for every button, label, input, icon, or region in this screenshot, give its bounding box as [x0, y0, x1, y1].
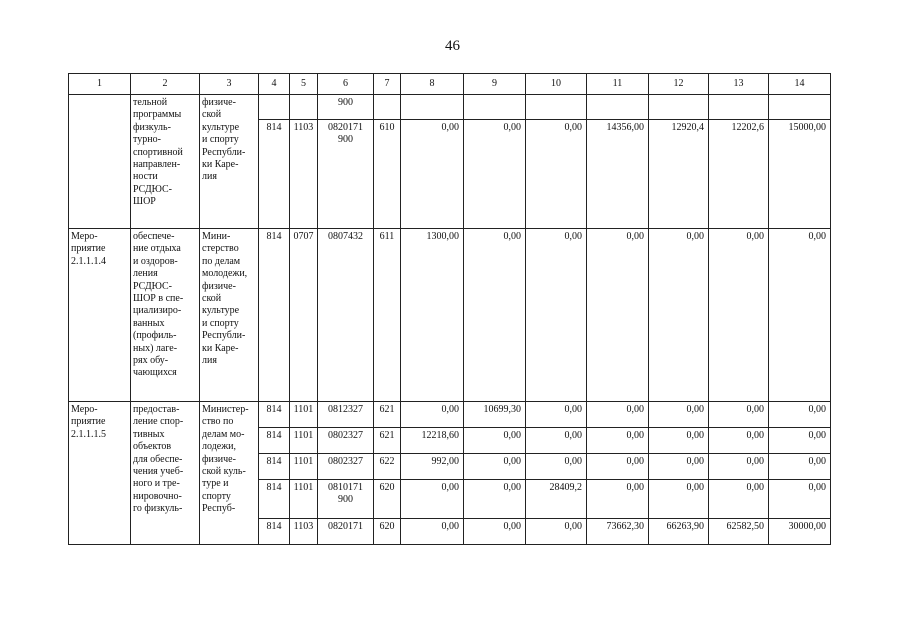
- table-cell: 1101: [290, 428, 318, 454]
- column-header: 12: [649, 74, 709, 95]
- table-cell: 0,00: [464, 480, 526, 519]
- table-cell: 0,00: [649, 428, 709, 454]
- table-cell: 992,00: [401, 454, 464, 480]
- table-cell: 0802327: [318, 454, 374, 480]
- table-cell: 610: [374, 120, 401, 229]
- table-cell: 814: [259, 480, 290, 519]
- table-cell: 0,00: [464, 454, 526, 480]
- table-cell: 0,00: [526, 402, 587, 428]
- table-cell: 30000,00: [769, 519, 831, 545]
- table-cell: 0,00: [709, 402, 769, 428]
- executor-cell: физиче- ской культуре и спорту Республи- ки Каре- лия: [200, 95, 259, 229]
- table-cell: 0,00: [464, 229, 526, 402]
- table-cell: 0802327: [318, 428, 374, 454]
- table-cell: 0,00: [587, 402, 649, 428]
- table-cell: 12920,4: [649, 120, 709, 229]
- column-header: 3: [200, 74, 259, 95]
- table-cell: [709, 95, 769, 120]
- table-cell: 0,00: [464, 428, 526, 454]
- table-cell: 0,00: [587, 229, 649, 402]
- table-cell: 0,00: [587, 428, 649, 454]
- table-cell: [649, 95, 709, 120]
- table-cell: 814: [259, 519, 290, 545]
- table-cell: 0812327: [318, 402, 374, 428]
- table-cell: 0,00: [769, 428, 831, 454]
- table-cell: [587, 95, 649, 120]
- table-cell: 900: [318, 95, 374, 120]
- column-header: 4: [259, 74, 290, 95]
- table-cell: 0,00: [587, 480, 649, 519]
- page-number: 46: [445, 38, 460, 54]
- table-cell: 0,00: [649, 229, 709, 402]
- status-cell: Меро- приятие 2.1.1.1.4: [69, 229, 131, 402]
- measure-name-cell: тельной программы физкуль- турно- спортивной направлен- ности РСДЮС- ШОР: [131, 95, 200, 229]
- table-cell: 0,00: [649, 402, 709, 428]
- table-cell: 0,00: [526, 229, 587, 402]
- table-cell: 0,00: [769, 454, 831, 480]
- table-cell: 0,00: [649, 480, 709, 519]
- column-header: 6: [318, 74, 374, 95]
- table-cell: 28409,2: [526, 480, 587, 519]
- table-cell: 622: [374, 454, 401, 480]
- table-cell: 0820171 900: [318, 120, 374, 229]
- table-cell: 73662,30: [587, 519, 649, 545]
- column-header: 14: [769, 74, 831, 95]
- table-cell: 12202,6: [709, 120, 769, 229]
- table-cell: [259, 95, 290, 120]
- table-cell: 0,00: [401, 480, 464, 519]
- table-cell: 621: [374, 428, 401, 454]
- table-row: [69, 402, 831, 428]
- table-cell: 1101: [290, 480, 318, 519]
- table-cell: 15000,00: [769, 120, 831, 229]
- table-cell: [290, 95, 318, 120]
- table-cell: 0810171 900: [318, 480, 374, 519]
- table-cell: 0,00: [401, 120, 464, 229]
- table-cell: 10699,30: [464, 402, 526, 428]
- column-header: 2: [131, 74, 200, 95]
- table-cell: 0,00: [526, 454, 587, 480]
- table-cell: 0807432: [318, 229, 374, 402]
- column-header: 5: [290, 74, 318, 95]
- table-cell: 0707: [290, 229, 318, 402]
- column-header: 11: [587, 74, 649, 95]
- table-cell: 0,00: [526, 519, 587, 545]
- table-cell: 0,00: [587, 454, 649, 480]
- table-row: [69, 95, 831, 120]
- status-cell: Меро- приятие 2.1.1.1.5: [69, 402, 131, 545]
- column-header: 1: [69, 74, 131, 95]
- table-cell: [769, 95, 831, 120]
- table-row: [69, 229, 831, 402]
- table-cell: 814: [259, 402, 290, 428]
- executor-cell: Министер- ство по делам мо- лодежи, физиче- ской куль- туре и спорту Респуб-: [200, 402, 259, 545]
- table-cell: 814: [259, 120, 290, 229]
- table-cell: 0,00: [709, 480, 769, 519]
- executor-cell: Мини- стерство по делам молодежи, физиче- ской культуре и спорту Республи- ки Каре- лия: [200, 229, 259, 402]
- table-cell: 0,00: [709, 229, 769, 402]
- table-cell: [401, 95, 464, 120]
- column-header: 7: [374, 74, 401, 95]
- column-header: 9: [464, 74, 526, 95]
- table-cell: 0,00: [401, 402, 464, 428]
- table-cell: 1103: [290, 519, 318, 545]
- table-cell: 62582,50: [709, 519, 769, 545]
- table-cell: [526, 95, 587, 120]
- measure-name-cell: предостав- ление спор- тивных объектов для обеспе- чения учеб- ного и тре- нировочно- го физкуль-: [131, 402, 200, 545]
- table-cell: 0820171: [318, 519, 374, 545]
- table-cell: 14356,00: [587, 120, 649, 229]
- table-cell: 0,00: [526, 120, 587, 229]
- table-cell: 0,00: [769, 480, 831, 519]
- table-cell: 0,00: [401, 519, 464, 545]
- table-cell: 1101: [290, 454, 318, 480]
- table-cell: 12218,60: [401, 428, 464, 454]
- table-cell: 1103: [290, 120, 318, 229]
- table-cell: 0,00: [769, 402, 831, 428]
- column-header: 13: [709, 74, 769, 95]
- table-cell: 0,00: [464, 519, 526, 545]
- table-cell: 620: [374, 519, 401, 545]
- status-cell: [69, 95, 131, 229]
- table-cell: 621: [374, 402, 401, 428]
- measure-name-cell: обеспече- ние отдыха и оздоров- ления РСДЮС- ШОР в спе- циализиро- ванных (профиль- ных) лаге- рях обу- чающихся: [131, 229, 200, 402]
- budget-table: [68, 73, 831, 545]
- table-cell: 0,00: [769, 229, 831, 402]
- table-cell: 814: [259, 229, 290, 402]
- header-row: [69, 74, 831, 95]
- table-cell: 0,00: [464, 120, 526, 229]
- table-cell: 814: [259, 454, 290, 480]
- table-cell: 1300,00: [401, 229, 464, 402]
- table-cell: 620: [374, 480, 401, 519]
- table-cell: [464, 95, 526, 120]
- table-cell: [374, 95, 401, 120]
- column-header: 10: [526, 74, 587, 95]
- table-cell: 0,00: [709, 454, 769, 480]
- table-cell: 0,00: [526, 428, 587, 454]
- table-cell: 66263,90: [649, 519, 709, 545]
- table-cell: 611: [374, 229, 401, 402]
- table-cell: 0,00: [709, 428, 769, 454]
- table-cell: 0,00: [649, 454, 709, 480]
- column-header: 8: [401, 74, 464, 95]
- table-cell: 1101: [290, 402, 318, 428]
- table-cell: 814: [259, 428, 290, 454]
